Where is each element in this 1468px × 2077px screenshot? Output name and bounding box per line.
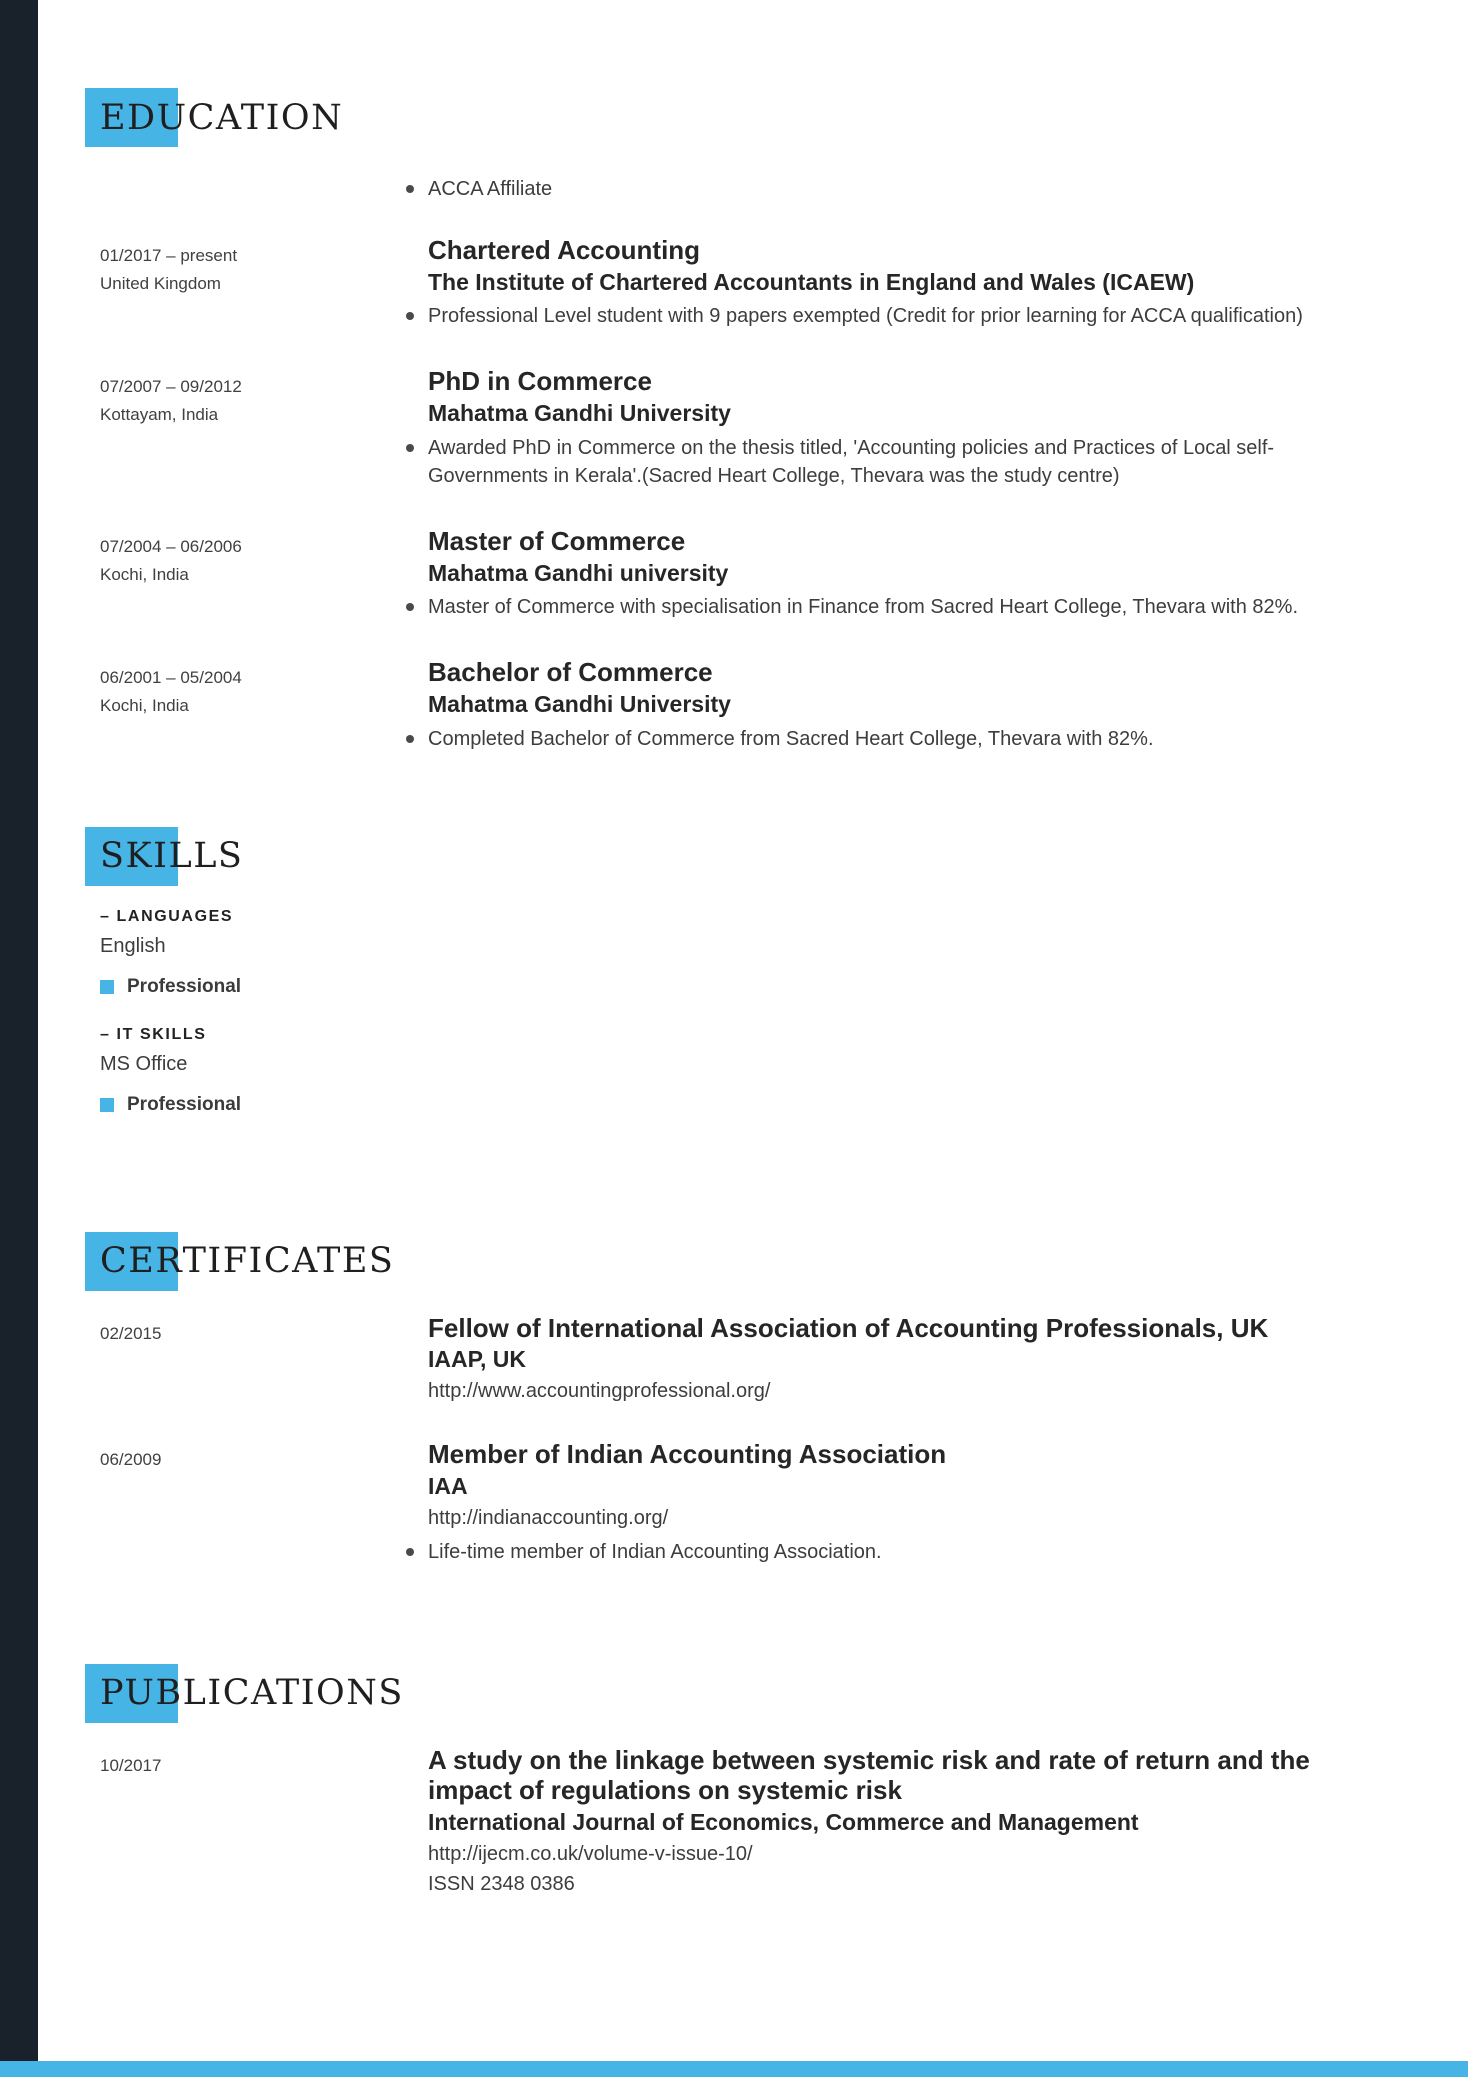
bullet-item: Completed Bachelor of Commerce from Sacred Heart College, Thevara with 82%. <box>428 725 1368 753</box>
entry-title: Bachelor of Commerce <box>428 657 713 688</box>
skill-group-label: – LANGUAGES <box>100 907 234 925</box>
section-education <box>100 0 1368 755</box>
section-title-certificates: CERTIFICATES <box>100 1241 395 1282</box>
entry-dates: 06/2001 – 05/2004 <box>100 668 242 688</box>
entry-body <box>428 526 1368 623</box>
entry-subtitle: Mahatma Gandhi University <box>428 690 731 717</box>
entry-title: Master of Commerce <box>428 525 686 556</box>
skill-group-label: – IT SKILLS <box>100 1025 207 1043</box>
entry-location: Kochi, India <box>100 564 189 584</box>
skill-group-languages <box>100 908 1368 998</box>
entry-body <box>428 1313 1368 1405</box>
entry-title: Fellow of International Association of Accounting Professionals, UK <box>428 1312 1269 1343</box>
entry-meta <box>100 235 428 332</box>
entry-subtitle: International Journal of Economics, Commerce and Management <box>428 1808 1139 1835</box>
level-square-icon <box>100 980 114 994</box>
bullet-item: Life-time member of Indian Accounting Association. <box>428 1538 1368 1566</box>
skill-level <box>100 976 1368 998</box>
entry-dates: 10/2017 <box>100 1755 162 1775</box>
certificate-link[interactable]: http://www.accountingprofessional.org/ <box>428 1380 771 1403</box>
entry-body <box>428 657 1368 754</box>
entry-meta <box>100 1313 428 1405</box>
certificate-entry <box>100 1313 1368 1405</box>
section-skills <box>100 827 1368 1116</box>
entry-subtitle: IAA <box>428 1472 468 1499</box>
skill-level-label: Professional <box>127 1093 242 1115</box>
entry-title: Member of Indian Accounting Association <box>428 1439 947 1470</box>
education-entry <box>100 366 1368 491</box>
entry-meta <box>100 1439 428 1567</box>
entry-body <box>428 235 1368 332</box>
certificate-link[interactable]: http://indianaccounting.org/ <box>428 1506 669 1529</box>
entry-title: Chartered Accounting <box>428 235 701 265</box>
entry-title: PhD in Commerce <box>428 366 652 397</box>
education-intro-entry <box>100 169 1368 205</box>
entry-meta <box>100 1745 428 1898</box>
entry-dates: 02/2015 <box>100 1323 162 1343</box>
section-title-skills: SKILLS <box>100 836 244 877</box>
section-publications <box>100 1664 1368 1898</box>
entry-dates: 01/2017 – present <box>100 246 238 265</box>
bullet-list <box>428 434 1368 490</box>
certificate-entry <box>100 1439 1368 1567</box>
entry-subtitle: Mahatma Gandhi university <box>428 559 729 586</box>
level-square-icon <box>100 1098 114 1112</box>
entry-location: United Kingdom <box>100 274 221 294</box>
section-title-education: EDUCATION <box>100 97 344 138</box>
education-entry <box>100 526 1368 623</box>
entry-dates: 06/2009 <box>100 1450 162 1470</box>
entry-location: Kottayam, India <box>100 405 219 425</box>
entry-subtitle: IAAP, UK <box>428 1346 526 1373</box>
section-title-publications: PUBLICATIONS <box>100 1673 404 1714</box>
education-entry <box>100 657 1368 754</box>
bullet-item: Professional Level student with 9 papers exempted (Credit for prior learning for ACCA qualification) <box>428 302 1368 330</box>
resume-content <box>100 0 1368 1932</box>
bullet-list <box>428 593 1368 621</box>
bullet-item: Awarded PhD in Commerce on the thesis titled, 'Accounting policies and Practices of Local self-Governments in Kerala'.(Sacred Heart College, Thevara was the study centre) <box>428 434 1368 490</box>
section-certificates <box>100 1232 1368 1568</box>
entry-dates: 07/2004 – 06/2006 <box>100 536 242 556</box>
entry-dates: 07/2007 – 09/2012 <box>100 377 242 397</box>
skill-name: MS Office <box>100 1052 188 1075</box>
entry-body <box>428 1439 1368 1567</box>
entry-body <box>428 366 1368 491</box>
section-heading-publications <box>100 1664 1368 1723</box>
skill-group-it-skills <box>100 1026 1368 1116</box>
skill-name: English <box>100 934 166 957</box>
section-heading-skills <box>100 827 1368 886</box>
entry-left-spacer <box>100 169 428 205</box>
entry-title: A study on the linkage between systemic risk and rate of return and the impact of regulations on systemic risk <box>428 1744 1310 1806</box>
entry-meta <box>100 366 428 491</box>
bullet-list <box>428 175 1368 203</box>
entry-meta <box>100 657 428 754</box>
entry-subtitle: Mahatma Gandhi University <box>428 400 731 427</box>
entry-location: Kochi, India <box>100 696 189 716</box>
publication-link[interactable]: http://ijecm.co.uk/volume-v-issue-10/ <box>428 1842 753 1865</box>
bullet-list <box>428 1538 1368 1566</box>
bullet-list <box>428 725 1368 753</box>
publication-issn: ISSN 2348 0386 <box>428 1872 575 1895</box>
bottom-accent-bar <box>0 2061 1468 2077</box>
entry-body <box>428 169 1368 205</box>
publication-entry <box>100 1745 1368 1898</box>
entry-body <box>428 1745 1368 1898</box>
bullet-list <box>428 302 1368 330</box>
entry-subtitle: The Institute of Chartered Accountants in England and Wales (ICAEW) <box>428 268 1195 295</box>
section-heading-education <box>100 88 1368 147</box>
entry-meta <box>100 526 428 623</box>
skill-level-label: Professional <box>127 975 242 997</box>
skill-level <box>100 1094 1368 1116</box>
bullet-item: Master of Commerce with specialisation in Finance from Sacred Heart College, Thevara with 82%. <box>428 593 1368 621</box>
bullet-item: ACCA Affiliate <box>428 175 1368 203</box>
section-heading-certificates <box>100 1232 1368 1291</box>
education-entry <box>100 235 1368 332</box>
left-edge-strip <box>0 0 38 2077</box>
